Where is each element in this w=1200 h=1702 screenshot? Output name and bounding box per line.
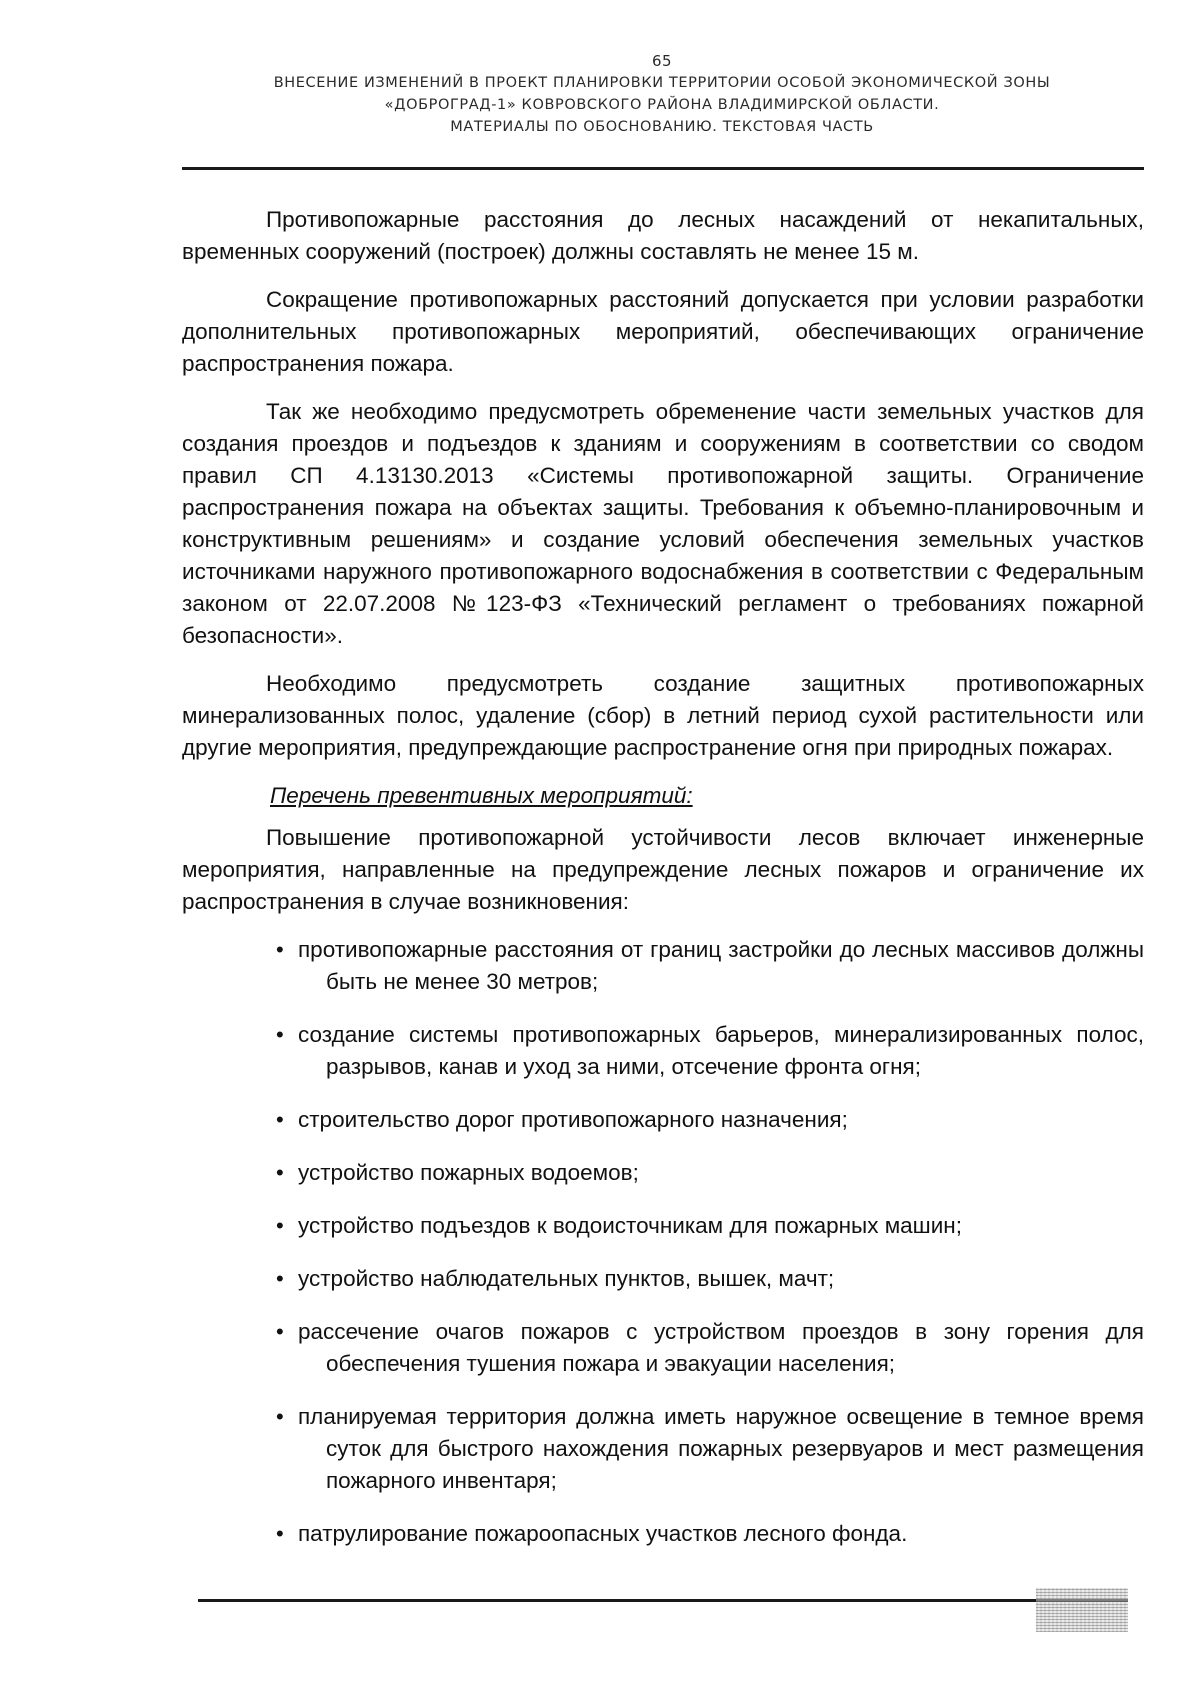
list-item-text: создание системы противопожарных барьеров, минерализированных полос, разрывов, канав и уход за ними, отсечение фронта огня; xyxy=(298,1022,1144,1079)
page-number: 65 xyxy=(651,52,673,70)
list-item-text: устройство подъездов к водоисточникам для пожарных машин; xyxy=(298,1213,962,1238)
page-header xyxy=(180,50,1144,138)
list-item-text: рассечение очагов пожаров с устройством проездов в зону горения для обеспечения тушения пожара и эвакуации населения; xyxy=(298,1319,1144,1376)
paragraph-3: Так же необходимо предусмотреть обременение части земельных участков для создания проездов и подъездов к зданиям и сооружениям в соответствии со сводом правил СП 4.13130.2013 «Системы противопожарной защиты. Ограничение распространения пожара на объектах защиты. Требования к объемно-планировочным и конструктивным решениям» и создание условий обеспечения земельных участков источниками наружного противопожарного водоснабжения в соответствии с Федеральным законом от 22.07.2008 №123-ФЗ «Технический регламент о требованиях пожарной безопасности». xyxy=(182,399,1144,648)
list-item xyxy=(182,1401,1144,1497)
bullet-icon: • xyxy=(276,937,284,962)
intro-paragraph: Повышение противопожарной устойчивости лесов включает инженерные мероприятия, направленные на предупреждение лесных пожаров и ограничение их распространения в случае возникновения: xyxy=(182,825,1144,914)
document-body xyxy=(182,204,1144,1571)
section-subheading: Перечень превентивных мероприятий: xyxy=(270,783,693,808)
footer-divider xyxy=(198,1599,1128,1602)
list-item xyxy=(182,1104,1144,1136)
header-divider xyxy=(182,167,1144,170)
bullet-icon: • xyxy=(276,1404,284,1429)
bullet-icon: • xyxy=(276,1022,284,1047)
list-item-text: устройство наблюдательных пунктов, вышек, мачт; xyxy=(298,1266,835,1291)
stamp-icon xyxy=(1036,1588,1128,1632)
bullet-icon: • xyxy=(276,1266,284,1291)
bullet-icon: • xyxy=(276,1319,284,1344)
paragraph-4: Необходимо предусмотреть создание защитных противопожарных минерализованных полос, удаление (сбор) в летний период сухой растительности или другие мероприятия, предупреждающие распространение огня при природных пожарах. xyxy=(182,671,1144,760)
bullet-icon: • xyxy=(276,1213,284,1238)
list-item-text: устройство пожарных водоемов; xyxy=(298,1160,639,1185)
list-item xyxy=(182,1263,1144,1295)
list-item xyxy=(182,934,1144,998)
list-item xyxy=(182,1019,1144,1083)
list-item xyxy=(182,1518,1144,1550)
header-title-line-3: МАТЕРИАЛЫ ПО ОБОСНОВАНИЮ. ТЕКСТОВАЯ ЧАСТЬ xyxy=(450,119,874,135)
list-item-text: планируемая территория должна иметь наружное освещение в темное время суток для быстрого нахождения пожарных резервуаров и мест размещения пожарного инвентаря; xyxy=(298,1404,1144,1493)
paragraph-1: Противопожарные расстояния до лесных насаждений от некапитальных, временных сооружений (построек) должны составлять не менее 15 м. xyxy=(182,207,1144,264)
list-item-text: строительство дорог противопожарного назначения; xyxy=(298,1107,848,1132)
list-item-text: патрулирование пожароопасных участков лесного фонда. xyxy=(298,1521,908,1546)
bullet-icon: • xyxy=(276,1160,284,1185)
paragraph-2: Сокращение противопожарных расстояний допускается при условии разработки дополнительных противопожарных мероприятий, обеспечивающих ограничение распространения пожара. xyxy=(182,287,1144,376)
bullet-icon: • xyxy=(276,1521,284,1546)
list-item xyxy=(182,1210,1144,1242)
measures-list xyxy=(182,934,1144,1550)
header-title-line-2: «ДОБРОГРАД-1» КОВРОВСКОГО РАЙОНА ВЛАДИМИРСКОЙ ОБЛАСТИ. xyxy=(384,97,940,113)
list-item-text: противопожарные расстояния от границ застройки до лесных массивов должны быть не менее 30 метров; xyxy=(298,937,1144,994)
header-title-line-1: ВНЕСЕНИЕ ИЗМЕНЕНИЙ В ПРОЕКТ ПЛАНИРОВКИ ТЕРРИТОРИИ ОСОБОЙ ЭКОНОМИЧЕСКОЙ ЗОНЫ xyxy=(273,75,1051,91)
list-item xyxy=(182,1316,1144,1380)
bullet-icon: • xyxy=(276,1107,284,1132)
list-item xyxy=(182,1157,1144,1189)
